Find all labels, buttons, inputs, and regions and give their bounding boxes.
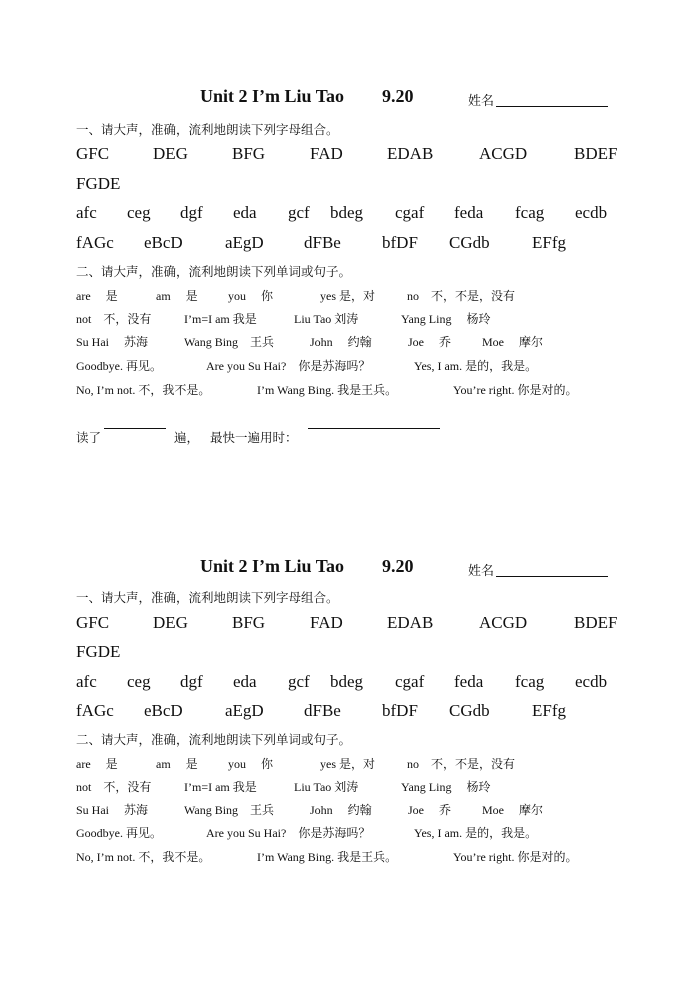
phrase: John 约翰	[310, 803, 372, 817]
letter-group: ceg	[127, 672, 151, 691]
phrase: I’m=I am 我是	[184, 780, 257, 794]
worksheet-2	[0, 552, 695, 972]
letter-group: EDAB	[387, 613, 434, 632]
letter-group: dFBe	[304, 233, 341, 252]
letter-group: afc	[76, 203, 97, 222]
letter-group: ecdb	[575, 672, 608, 691]
letter-group: GFC	[76, 613, 110, 632]
phrase: Wang Bing 王兵	[184, 335, 275, 349]
letter-group: EFfg	[532, 701, 566, 720]
phrase: are 是	[76, 289, 118, 303]
letter-group: fAGc	[76, 701, 114, 720]
letter-group: afc	[76, 672, 97, 691]
lowercase-row	[76, 672, 624, 696]
letter-group: aEgD	[225, 701, 264, 720]
phrase: no 不，不是，没有	[407, 289, 516, 303]
phrase: Yes, I am. 是的，我是。	[414, 826, 538, 840]
letter-group: ACGD	[479, 144, 528, 163]
letter-group: BFG	[232, 613, 266, 632]
letter-group: CGdb	[449, 233, 490, 252]
phrase: You’re right. 你是对的。	[453, 850, 578, 864]
letter-group: feda	[454, 203, 484, 222]
letter-group: dgf	[180, 203, 203, 222]
letter-group: dFBe	[304, 701, 341, 720]
phrase: You’re right. 你是对的。	[453, 383, 578, 397]
mixed-case-row	[76, 701, 624, 725]
letter-group: BFG	[232, 144, 266, 163]
phrase: you 你	[228, 289, 274, 303]
letter-group: cgaf	[395, 672, 425, 691]
worksheet-date: 9.20	[382, 556, 414, 576]
letter-group: feda	[454, 672, 484, 691]
phrase: John 约翰	[310, 335, 372, 349]
worksheet-date: 9.20	[382, 86, 414, 106]
mixed-case-row	[76, 233, 624, 257]
letter-group: bdeg	[330, 672, 364, 691]
phrase: Liu Tao 刘涛	[294, 780, 359, 794]
letter-group: BDEF	[574, 144, 618, 163]
section1-heading: 一、请大声，准确，流利地朗读下列字母组合。	[76, 123, 339, 137]
phrase: Are you Su Hai? 你是苏海吗？	[206, 826, 371, 840]
letter-group: eBcD	[144, 701, 183, 720]
phrase: Goodbye. 再见。	[76, 359, 162, 373]
section1-heading: 一、请大声，准确，流利地朗读下列字母组合。	[76, 591, 339, 605]
letter-group: ecdb	[575, 203, 608, 222]
name-label: 姓名	[468, 93, 495, 108]
letter-group: ceg	[127, 203, 151, 222]
phrase: Joe 乔	[408, 335, 451, 349]
letter-group: aEgD	[225, 233, 264, 252]
uppercase-row-1	[76, 144, 624, 168]
uppercase-row-1	[76, 613, 624, 637]
phrase: Yes, I am. 是的，我是。	[414, 359, 538, 373]
letter-group: BDEF	[574, 613, 618, 632]
read-prefix: 读了	[76, 431, 102, 445]
letter-group: FGDE	[76, 642, 121, 661]
letter-group: EFfg	[532, 233, 566, 252]
phrase: no 不，不是，没有	[407, 757, 516, 771]
phrase: Joe 乔	[408, 803, 451, 817]
phrase: I’m Wang Bing. 我是王兵。	[257, 850, 398, 864]
worksheet-1	[0, 82, 695, 502]
letter-group: FAD	[310, 613, 343, 632]
letter-group: EDAB	[387, 144, 434, 163]
letter-group: GFC	[76, 144, 110, 163]
letter-group: DEG	[153, 144, 188, 163]
uppercase-row-2	[76, 174, 624, 198]
read-suffix: 最快一遍用时：	[210, 431, 298, 445]
lowercase-row	[76, 203, 624, 227]
phrase: Liu Tao 刘涛	[294, 312, 359, 326]
uppercase-row-2	[76, 642, 624, 666]
phrase: yes 是，对	[320, 289, 375, 303]
phrase: am 是	[156, 289, 198, 303]
letter-group: gcf	[288, 203, 310, 222]
name-blank[interactable]	[496, 576, 608, 577]
letter-group: fcag	[515, 672, 545, 691]
letter-group: bfDF	[382, 701, 418, 720]
phrase: No, I’m not. 不，我不是。	[76, 383, 211, 397]
phrase: Moe 摩尔	[482, 803, 543, 817]
phrase: Moe 摩尔	[482, 335, 543, 349]
letter-group: dgf	[180, 672, 203, 691]
letter-group: fcag	[515, 203, 545, 222]
letter-group: bfDF	[382, 233, 418, 252]
letter-group: gcf	[288, 672, 310, 691]
phrase: Wang Bing 王兵	[184, 803, 275, 817]
phrase: I’m Wang Bing. 我是王兵。	[257, 383, 398, 397]
phrase: No, I’m not. 不，我不是。	[76, 850, 211, 864]
letter-group: bdeg	[330, 203, 364, 222]
phrase: not 不，没有	[76, 780, 152, 794]
phrase: am 是	[156, 757, 198, 771]
letter-group: fAGc	[76, 233, 114, 252]
read-mid: 遍，	[174, 431, 200, 445]
worksheet-title: Unit 2 I’m Liu Tao	[200, 86, 345, 106]
phrase: Goodbye. 再见。	[76, 826, 162, 840]
read-count-blank[interactable]	[104, 428, 166, 429]
section2-heading: 二、请大声，准确，流利地朗读下列单词或句子。	[76, 265, 352, 279]
phrase: yes 是，对	[320, 757, 375, 771]
letter-group: eBcD	[144, 233, 183, 252]
letter-group: CGdb	[449, 701, 490, 720]
fastest-time-blank[interactable]	[308, 428, 440, 429]
letter-group: FGDE	[76, 174, 121, 193]
phrase: are 是	[76, 757, 118, 771]
phrase: Yang Ling 杨玲	[401, 780, 491, 794]
name-label: 姓名	[468, 563, 495, 578]
letter-group: ACGD	[479, 613, 528, 632]
letter-group: eda	[233, 672, 257, 691]
phrase: Yang Ling 杨玲	[401, 312, 491, 326]
phrase: Su Hai 苏海	[76, 335, 149, 349]
phrase: Su Hai 苏海	[76, 803, 149, 817]
section2-heading: 二、请大声，准确，流利地朗读下列单词或句子。	[76, 733, 352, 747]
letter-group: DEG	[153, 613, 188, 632]
letter-group: cgaf	[395, 203, 425, 222]
worksheet-title: Unit 2 I’m Liu Tao	[200, 556, 345, 576]
phrase: you 你	[228, 757, 274, 771]
phrase: not 不，没有	[76, 312, 152, 326]
phrase: Are you Su Hai? 你是苏海吗？	[206, 359, 371, 373]
letter-group: eda	[233, 203, 257, 222]
letter-group: FAD	[310, 144, 343, 163]
name-blank[interactable]	[496, 106, 608, 107]
phrase: I’m=I am 我是	[184, 312, 257, 326]
